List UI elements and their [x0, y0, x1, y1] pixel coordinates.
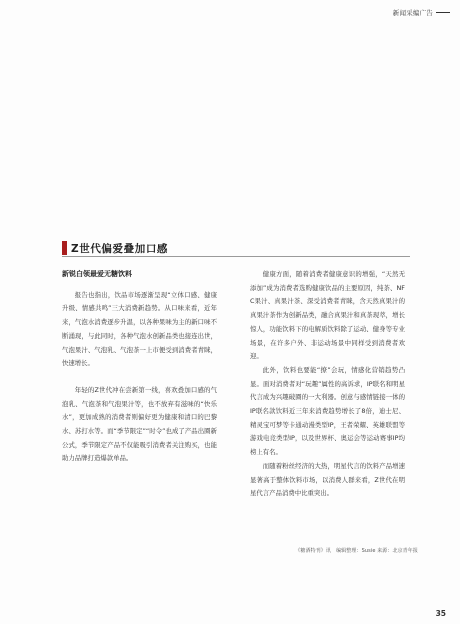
- body-paragraph: 健康方面，随着消费者健康意识的增强，“天然无添加”成为消费者选购健康饮品的主要原因，纯茶、NFC果汁、真果汁茶、深受消费者青睐，含天然真果汁的真果汁茶作为创新品类，融合真果汁和真茶现萃，增长惊人，功能饮料下的电解质饮料除了运动、健身等专业场景，在许多户外、非运动场景中同样受到消费者欢迎。: [250, 270, 405, 361]
- page-header-tag: [393, 8, 450, 17]
- body-paragraph: 年轻的Z世代冲在尝新第一线，喜欢叠加口感的气泡乳、气泡茶和气泡果汁等，也不放弃有滋味的“快乐水”，更加成熟的消费者则偏好更为健康和清口的巴黎水、苏打水等。而“季节限定”“时令”也成了产品出圈新公式，季节限定产品不仅能吸引消费者关注购买，也能助力品牌打造爆款单品。: [62, 385, 217, 463]
- left-column: [62, 268, 217, 479]
- source-caption: 《糖酒特刊》讯 编辑整理：Susie 来源：北京青年报: [295, 548, 418, 554]
- right-column: [250, 268, 405, 501]
- body-paragraph: 此外，饮料也要能“撩”会玩，情感化营销趋势凸显。面对消费者对“玩趣”属性的高诉求，IP联名和明星代言成为兴趣破圈的一大利器。创意与感情链接一体的IP联名款饮料近三年来消费趋势增长了8倍，迪士尼、精灵宝可梦等卡通动漫类型IP，王者荣耀、英雄联盟等游戏电竞类型IP，以及世界杯、奥运会等运动赛事IP均榜上有名。: [250, 365, 405, 457]
- section-title: Z世代偏爱叠加口感: [71, 242, 169, 255]
- page-number: 35: [435, 609, 446, 618]
- body-paragraph: 报告也指出，饮品市场逐渐呈现“立体口感、健康升级、情感共鸣”三大消费新趋势。从口味来看，近年来，气泡水消费逐步升温，以各种果味为主的新口味不断涌现，与此同时，各种气泡水创新品类也接连出世，气泡果汁、气泡乳、气泡茶一上市便受到消费者青睐，快速增长。: [62, 290, 217, 368]
- body-paragraph: 而随着粉丝经济的大热，明星代言的饮料产品增速显著高于整体饮料市场，以消费人群来看，Z世代在明星代言产品消费中比重突出。: [250, 461, 405, 498]
- subheading: 新锐白领最爱无糖饮料: [62, 270, 132, 278]
- heading-accent-bar: [62, 241, 67, 255]
- section-heading: [62, 240, 410, 257]
- header-tag-text: 新闻采编广告: [392, 9, 433, 17]
- header-rule: [436, 12, 450, 13]
